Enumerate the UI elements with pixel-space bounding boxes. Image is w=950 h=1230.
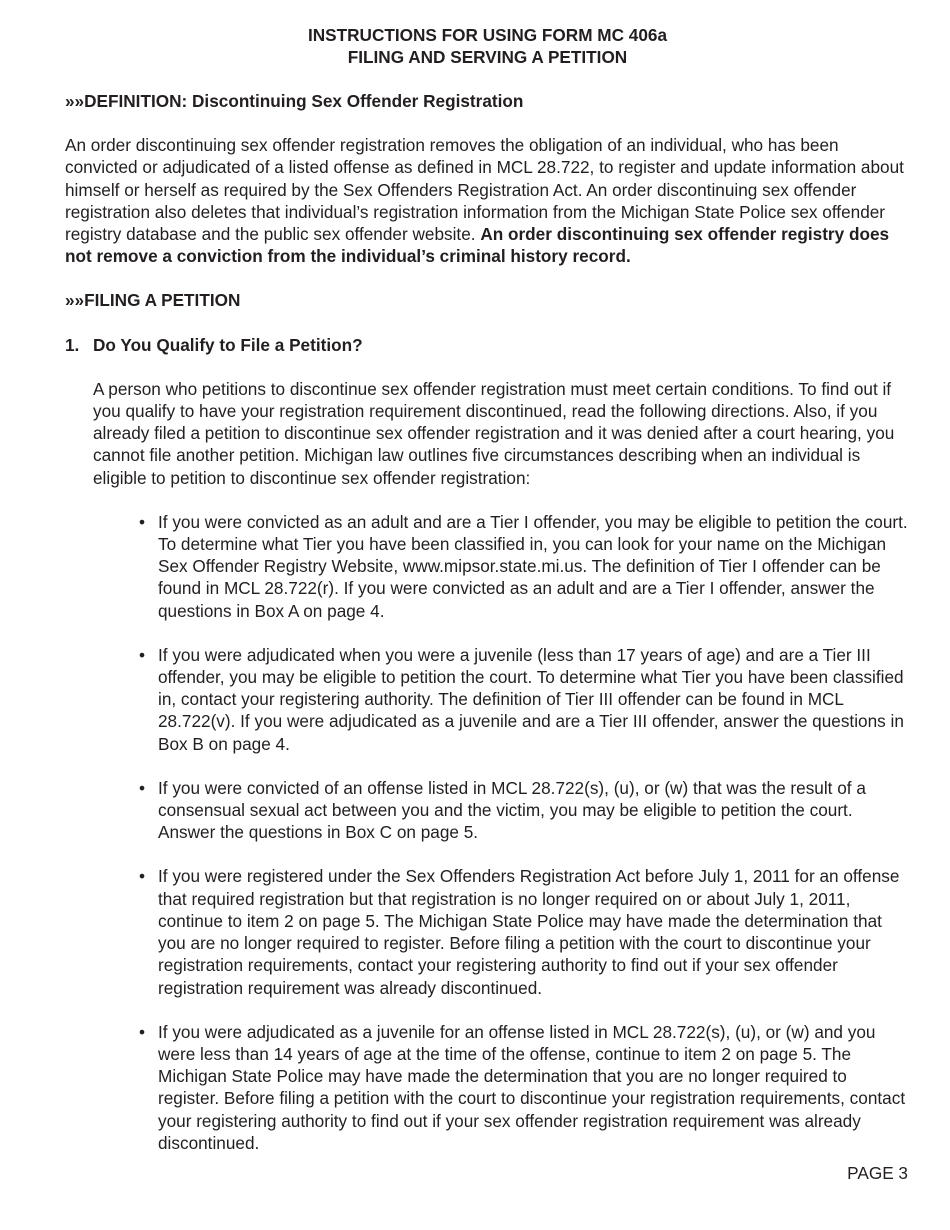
item-number: 1. bbox=[65, 334, 80, 355]
document-title-line-2: FILING AND SERVING A PETITION bbox=[347, 47, 628, 67]
definition-body-bold-text: An order discontinuing sex offender registry does not remove a conviction from the individual’s criminal history record. bbox=[65, 224, 890, 267]
list-item bbox=[139, 644, 910, 755]
list-item bbox=[139, 1021, 910, 1154]
bullet-text: If you were convicted as an adult and are a Tier I offender, you may be eligible to petition the court. To determine what Tier you have been classified in, you can look for your name on the Michigan Sex Offender Registry Website, www.mipsor.state.mi.us. The definition of Tier I offender can be found in MCL 28.722(r). If you were convicted as an adult and are a Tier I offender, answer the questions in Box A on page 4. bbox=[158, 511, 908, 621]
bullet-icon: • bbox=[139, 866, 146, 887]
eligibility-bullet-list bbox=[65, 511, 910, 1154]
list-item bbox=[139, 865, 910, 998]
page-number: PAGE 3 bbox=[847, 1163, 908, 1183]
bullet-text: If you were registered under the Sex Offenders Registration Act before July 1, 2011 for an offense that required registration but that registration is no longer required on or about July 1, 2011, continue to item 2 on page 5. The Michigan State Police may have made the determination that you are no longer required to register. Before filing a petition with the court to discontinue your registration requirements, contact your registering authority to find out if your sex offender registration requirement was already discontinued. bbox=[158, 866, 900, 998]
definition-paragraph bbox=[65, 134, 910, 267]
bullet-icon: • bbox=[139, 1021, 146, 1042]
numbered-item-1 bbox=[65, 334, 910, 356]
bullet-icon: • bbox=[139, 644, 146, 665]
bullet-icon: • bbox=[139, 777, 146, 798]
bullet-text: If you were adjudicated when you were a juvenile (less than 17 years of age) and are a Tier III offender, you may be eligible to petition the court. To determine what Tier you have been classified in, contact your registering authority. The definition of Tier III offender can be found in MCL 28.722(v). If you were adjudicated as a juvenile and are a Tier III offender, answer the questions in Box B on page 4. bbox=[158, 644, 904, 754]
document-page bbox=[65, 24, 910, 1154]
definition-body-text: An order discontinuing sex offender registration removes the obligation of an individual, who has been convicted or adjudicated of a listed offense as defined in MCL 28.722, to register and update information about himself or herself as required by the Sex Offenders Registration Act. An order discontinuing sex offender registration also deletes that individual’s registration information from the Michigan State Police sex offender registry database and the public sex offender website. bbox=[65, 135, 904, 245]
item-title: Do You Qualify to File a Petition? bbox=[93, 334, 363, 355]
document-title-line-1: INSTRUCTIONS FOR USING FORM MC 406a bbox=[307, 25, 668, 45]
definition-heading: »»DEFINITION: Discontinuing Sex Offender Registration bbox=[65, 91, 524, 111]
bullet-text: If you were convicted of an offense listed in MCL 28.722(s), (u), or (w) that was the result of a consensual sexual act between you and the victim, you may be eligible to petition the court. Answer the questions in Box C on page 5. bbox=[158, 777, 866, 843]
bullet-text: If you were adjudicated as a juvenile for an offense listed in MCL 28.722(s), (u), or (w) and you were less than 14 years of age at the time of the offense, continue to item 2 on page 5. The Michigan State Police may have made the determination that you are no longer required to register. Before filing a petition with the court to discontinue your registration requirements, contact your registering authority to find out if your sex offender registration requirement was already discontinued. bbox=[158, 1021, 906, 1153]
qualify-intro-paragraph: A person who petitions to discontinue sex offender registration must meet certain conditions. To find out if you qualify to have your registration requirement discontinued, read the following directions. Also, if you already filed a petition to discontinue sex offender registration and it was denied after a court hearing, you cannot file another petition. Michigan law outlines five circumstances describing when an individual is eligible to petition to discontinue sex offender registration: bbox=[93, 378, 895, 488]
list-item bbox=[139, 777, 910, 844]
list-item bbox=[139, 511, 910, 622]
filing-heading: »»FILING A PETITION bbox=[65, 290, 241, 311]
bullet-icon: • bbox=[139, 511, 146, 532]
